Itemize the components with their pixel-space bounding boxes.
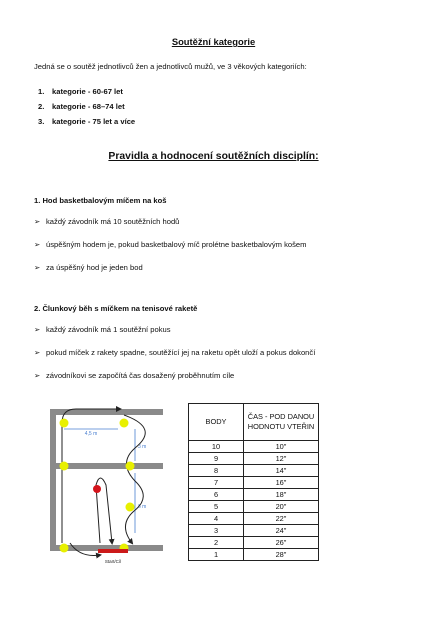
lane-bar-left bbox=[50, 409, 56, 551]
arrow-bullet-icon: ➢ bbox=[34, 371, 41, 380]
yellow-ball-icon bbox=[60, 544, 69, 553]
table-row: 10 10" bbox=[189, 441, 319, 453]
6m-measure-label: 6 m bbox=[138, 504, 147, 510]
column-header-cas: ČAS - POD DANOU HODNOTU VTEŘIN bbox=[244, 404, 319, 441]
category-item: 3. kategorie - 75 let a více bbox=[38, 117, 136, 126]
arrow-bullet-icon: ➢ bbox=[34, 240, 41, 249]
category-item: 2. kategorie - 68–74 let bbox=[38, 102, 125, 111]
table-row: 9 12" bbox=[189, 453, 319, 465]
lane-bar-top bbox=[50, 409, 163, 415]
category-list bbox=[38, 84, 135, 129]
red-ball-icon bbox=[93, 485, 101, 493]
start-finish-label: Start/Cíl bbox=[104, 559, 122, 564]
yellow-ball-icon bbox=[60, 419, 69, 428]
scoring-table bbox=[188, 403, 319, 561]
page-title: Soutěžní kategorie bbox=[171, 36, 256, 47]
table-row: 3 24" bbox=[189, 525, 319, 537]
arrow-bullet-icon: ➢ bbox=[34, 217, 41, 226]
bullet-item: ➢ úspěšným hodem je, pokud basketbalový míč prolétne basketbalovým košem bbox=[34, 240, 307, 249]
yellow-ball-icon bbox=[126, 462, 135, 471]
arrow-bullet-icon: ➢ bbox=[34, 325, 41, 334]
start-finish-line bbox=[98, 549, 128, 553]
rules-title: Pravidla a hodnocení soutěžních disciplín: bbox=[108, 151, 319, 162]
discipline-2-heading: 2. Člunkový běh s míčkem na tenisové raketě bbox=[34, 304, 198, 313]
table-row: 6 18" bbox=[189, 489, 319, 501]
3m-measure-label: 3 m bbox=[138, 444, 147, 450]
table-row: 1 28" bbox=[189, 549, 319, 561]
bullet-item: ➢ každý závodník má 1 soutěžní pokus bbox=[34, 325, 171, 334]
bullet-item: ➢ za úspěšný hod je jeden bod bbox=[34, 263, 143, 272]
discipline-1-heading: 1. Hod basketbalovým míčem na koš bbox=[34, 196, 167, 205]
bullet-item: ➢ závodníkovi se započítá čas dosažený proběhnutím cíle bbox=[34, 371, 235, 380]
table-header-row bbox=[189, 404, 319, 441]
yellow-ball-icon bbox=[60, 462, 69, 471]
shuttle-run-diagram bbox=[40, 393, 170, 573]
width-measure-label: 4,5 m bbox=[84, 431, 98, 437]
bullet-item: ➢ každý závodník má 10 soutěžních hodů bbox=[34, 217, 180, 226]
intro-text: Jedná se o soutěž jednotlivců žen a jednotlivců mužů, ve 3 věkových kategoriích: bbox=[34, 62, 307, 71]
arrow-bullet-icon: ➢ bbox=[34, 348, 41, 357]
yellow-ball-icon bbox=[120, 419, 129, 428]
table-row: 4 22" bbox=[189, 513, 319, 525]
column-header-body: BODY bbox=[189, 404, 244, 441]
table-row: 2 26" bbox=[189, 537, 319, 549]
table-row: 7 16" bbox=[189, 477, 319, 489]
table-row: 5 20" bbox=[189, 501, 319, 513]
bullet-item: ➢ pokud míček z rakety spadne, soutěžící jej na raketu opět uloží a pokus dokončí bbox=[34, 348, 316, 357]
yellow-ball-icon bbox=[126, 503, 135, 512]
table-row: 8 14" bbox=[189, 465, 319, 477]
arrow-bullet-icon: ➢ bbox=[34, 263, 41, 272]
category-item: 1. kategorie - 60-67 let bbox=[38, 87, 123, 96]
